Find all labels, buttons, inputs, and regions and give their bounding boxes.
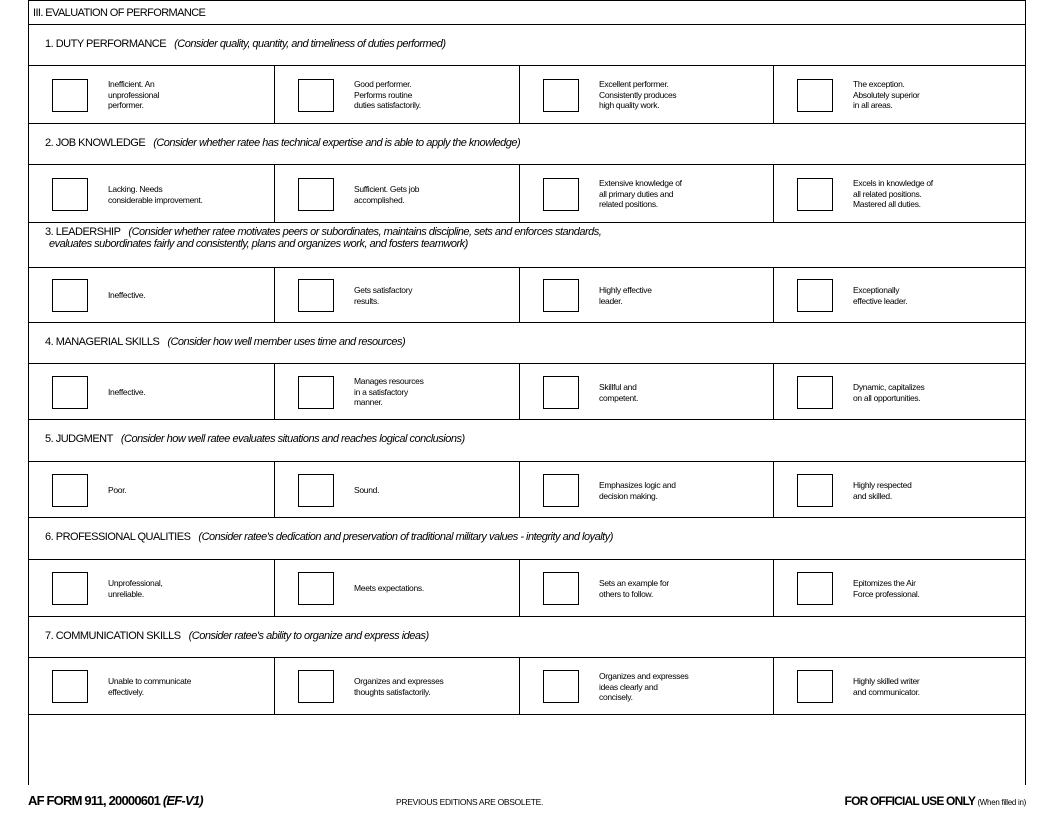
category-description: (Consider quality, quantity, and timeliness of duties performed) xyxy=(174,38,446,50)
category-header-line xyxy=(45,336,1025,348)
rating-description: Ineffective. xyxy=(108,387,146,397)
rating-option xyxy=(520,66,774,123)
rating-checkbox[interactable] xyxy=(298,670,334,703)
category-header-line xyxy=(45,137,1025,149)
category-header xyxy=(29,223,1025,268)
rating-description: Highly skilled writer and communicator. xyxy=(853,676,920,697)
rating-description: Dynamic, capitalizes on all opportunities. xyxy=(853,382,925,403)
rating-checkbox[interactable] xyxy=(797,670,833,703)
rating-description: Unable to communicate effectively. xyxy=(108,676,191,697)
section-title: III. EVALUATION OF PERFORMANCE xyxy=(29,5,1025,25)
category-header-line xyxy=(45,433,1025,445)
rating-checkbox[interactable] xyxy=(298,279,334,312)
rating-row xyxy=(29,66,1025,124)
obsolete-notice: PREVIOUS EDITIONS ARE OBSOLETE. xyxy=(396,797,544,807)
rating-row xyxy=(29,462,1025,518)
rating-checkbox[interactable] xyxy=(543,279,579,312)
rating-checkbox[interactable] xyxy=(543,670,579,703)
rating-description: Sets an example for others to follow. xyxy=(599,578,669,599)
rating-checkbox[interactable] xyxy=(797,572,833,605)
rating-option xyxy=(275,66,520,123)
rating-checkbox[interactable] xyxy=(52,376,88,409)
category-header xyxy=(29,25,1025,66)
rating-option xyxy=(275,658,520,714)
rating-checkbox[interactable] xyxy=(52,670,88,703)
rating-description: Sound. xyxy=(354,485,380,495)
rating-option xyxy=(774,364,1025,419)
rating-option xyxy=(29,364,275,419)
rating-option xyxy=(29,560,275,616)
category-title: 6. PROFESSIONAL QUALITIES xyxy=(45,531,191,543)
rating-description: Good performer. Performs routine duties satisfactorily. xyxy=(354,79,421,110)
rating-description: Emphasizes logic and decision making. xyxy=(599,480,676,501)
category-description: (Consider whether ratee motivates peers or subordinates, maintains discipline, sets and enforces standards, xyxy=(128,226,602,238)
rating-checkbox[interactable] xyxy=(52,79,88,112)
rating-checkbox[interactable] xyxy=(797,279,833,312)
rating-checkbox[interactable] xyxy=(298,474,334,507)
category-header-line xyxy=(45,630,1025,642)
rating-option xyxy=(275,560,520,616)
rating-description: Excellent performer. Consistently produces high quality work. xyxy=(599,79,677,110)
rating-option xyxy=(520,560,774,616)
rating-option xyxy=(774,658,1025,714)
category-header xyxy=(29,617,1025,658)
rating-option xyxy=(275,364,520,419)
rating-description: Unprofessional, unreliable. xyxy=(108,578,163,599)
form-id xyxy=(28,793,203,808)
rating-option xyxy=(774,165,1025,222)
rating-checkbox[interactable] xyxy=(298,376,334,409)
rating-checkbox[interactable] xyxy=(797,178,833,211)
evaluation-form xyxy=(28,0,1026,785)
rating-description: The exception. Absolutely superior in all areas. xyxy=(853,79,920,110)
category-description: (Consider whether ratee has technical expertise and is able to apply the knowledge) xyxy=(153,137,521,149)
rating-option xyxy=(275,268,520,322)
rating-row xyxy=(29,658,1025,715)
classification-note: (When filled in) xyxy=(977,798,1026,807)
classification-label: FOR OFFICIAL USE ONLY xyxy=(844,794,975,808)
category-header-line xyxy=(45,531,1025,543)
rating-checkbox[interactable] xyxy=(543,474,579,507)
rating-row xyxy=(29,165,1025,223)
form-version: (EF-V1) xyxy=(162,793,203,808)
rating-description: Manages resources in a satisfactory manner. xyxy=(354,376,424,407)
rating-option xyxy=(774,560,1025,616)
rating-checkbox[interactable] xyxy=(797,474,833,507)
rating-option xyxy=(520,268,774,322)
category-header xyxy=(29,518,1025,560)
rating-description: Excels in knowledge of all related positions. Mastered all duties. xyxy=(853,178,933,209)
rating-description: Highly effective leader. xyxy=(599,285,652,306)
category-header xyxy=(29,323,1025,364)
rating-option xyxy=(29,268,275,322)
rating-checkbox[interactable] xyxy=(797,376,833,409)
rating-row xyxy=(29,560,1025,617)
form-number: AF FORM 911, 20000601 xyxy=(28,793,161,808)
rating-description: Gets satisfactory results. xyxy=(354,285,413,306)
category-title: 3. LEADERSHIP xyxy=(45,226,121,238)
classification-marking xyxy=(845,794,1026,808)
rating-description: Ineffective. xyxy=(108,290,146,300)
rating-description: Exceptionally effective leader. xyxy=(853,285,908,306)
rating-checkbox[interactable] xyxy=(298,79,334,112)
rating-option xyxy=(774,66,1025,123)
top-border xyxy=(29,0,1025,1)
rating-checkbox[interactable] xyxy=(52,572,88,605)
rating-option xyxy=(774,268,1025,322)
rating-description: Lacking. Needs considerable improvement. xyxy=(108,184,203,205)
rating-checkbox[interactable] xyxy=(543,572,579,605)
rating-checkbox[interactable] xyxy=(52,279,88,312)
rating-option xyxy=(520,462,774,517)
rating-option xyxy=(29,66,275,123)
rating-option xyxy=(29,462,275,517)
rating-description: Inefficient. An unprofessional performer. xyxy=(108,79,160,110)
rating-checkbox[interactable] xyxy=(797,79,833,112)
category-description: (Consider how well ratee evaluates situations and reaches logical conclusions) xyxy=(120,433,465,445)
rating-option xyxy=(520,165,774,222)
rating-option xyxy=(29,165,275,222)
category-title: 2. JOB KNOWLEDGE xyxy=(45,137,146,149)
rating-option xyxy=(520,658,774,714)
category-description: (Consider ratee's ability to organize and express ideas) xyxy=(188,630,429,642)
rating-option xyxy=(774,462,1025,517)
rating-checkbox[interactable] xyxy=(543,178,579,211)
rating-checkbox[interactable] xyxy=(298,572,334,605)
rating-description: Organizes and expresses ideas clearly and concisely. xyxy=(599,671,689,702)
rating-checkbox[interactable] xyxy=(298,178,334,211)
category-header xyxy=(29,124,1025,165)
rating-checkbox[interactable] xyxy=(543,376,579,409)
rating-description: Sufficient. Gets job accomplished. xyxy=(354,184,420,205)
rating-description: Organizes and expresses thoughts satisfactorily. xyxy=(354,676,444,697)
category-title: 5. JUDGMENT xyxy=(45,433,113,445)
rating-option xyxy=(275,165,520,222)
rating-row xyxy=(29,268,1025,323)
rating-checkbox[interactable] xyxy=(543,79,579,112)
rating-option xyxy=(29,658,275,714)
rating-description: Epitomizes the Air Force professional. xyxy=(853,578,920,599)
rating-option xyxy=(520,364,774,419)
rating-description: Skillful and competent. xyxy=(599,382,639,403)
rating-description: Meets expectations. xyxy=(354,583,424,593)
rating-row xyxy=(29,364,1025,420)
category-header-line xyxy=(45,38,1025,50)
category-description-continued: evaluates subordinates fairly and consistently, plans and organizes work, and fosters teamwork) xyxy=(49,238,468,250)
rating-checkbox[interactable] xyxy=(52,178,88,211)
rating-option xyxy=(275,462,520,517)
category-description: (Consider ratee's dedication and preservation of traditional military values - integrity and loyalty) xyxy=(198,531,613,543)
rating-checkbox[interactable] xyxy=(52,474,88,507)
rating-description: Highly respected and skilled. xyxy=(853,480,912,501)
category-header xyxy=(29,420,1025,462)
category-title: 7. COMMUNICATION SKILLS xyxy=(45,630,181,642)
category-description: (Consider how well member uses time and resources) xyxy=(167,336,406,348)
category-title: 1. DUTY PERFORMANCE xyxy=(45,38,167,50)
rating-description: Poor. xyxy=(108,485,127,495)
rating-description: Extensive knowledge of all primary duties and related positions. xyxy=(599,178,682,209)
category-title: 4. MANAGERIAL SKILLS xyxy=(45,336,160,348)
form-footer xyxy=(28,793,1026,811)
category-header-line xyxy=(45,226,1025,238)
